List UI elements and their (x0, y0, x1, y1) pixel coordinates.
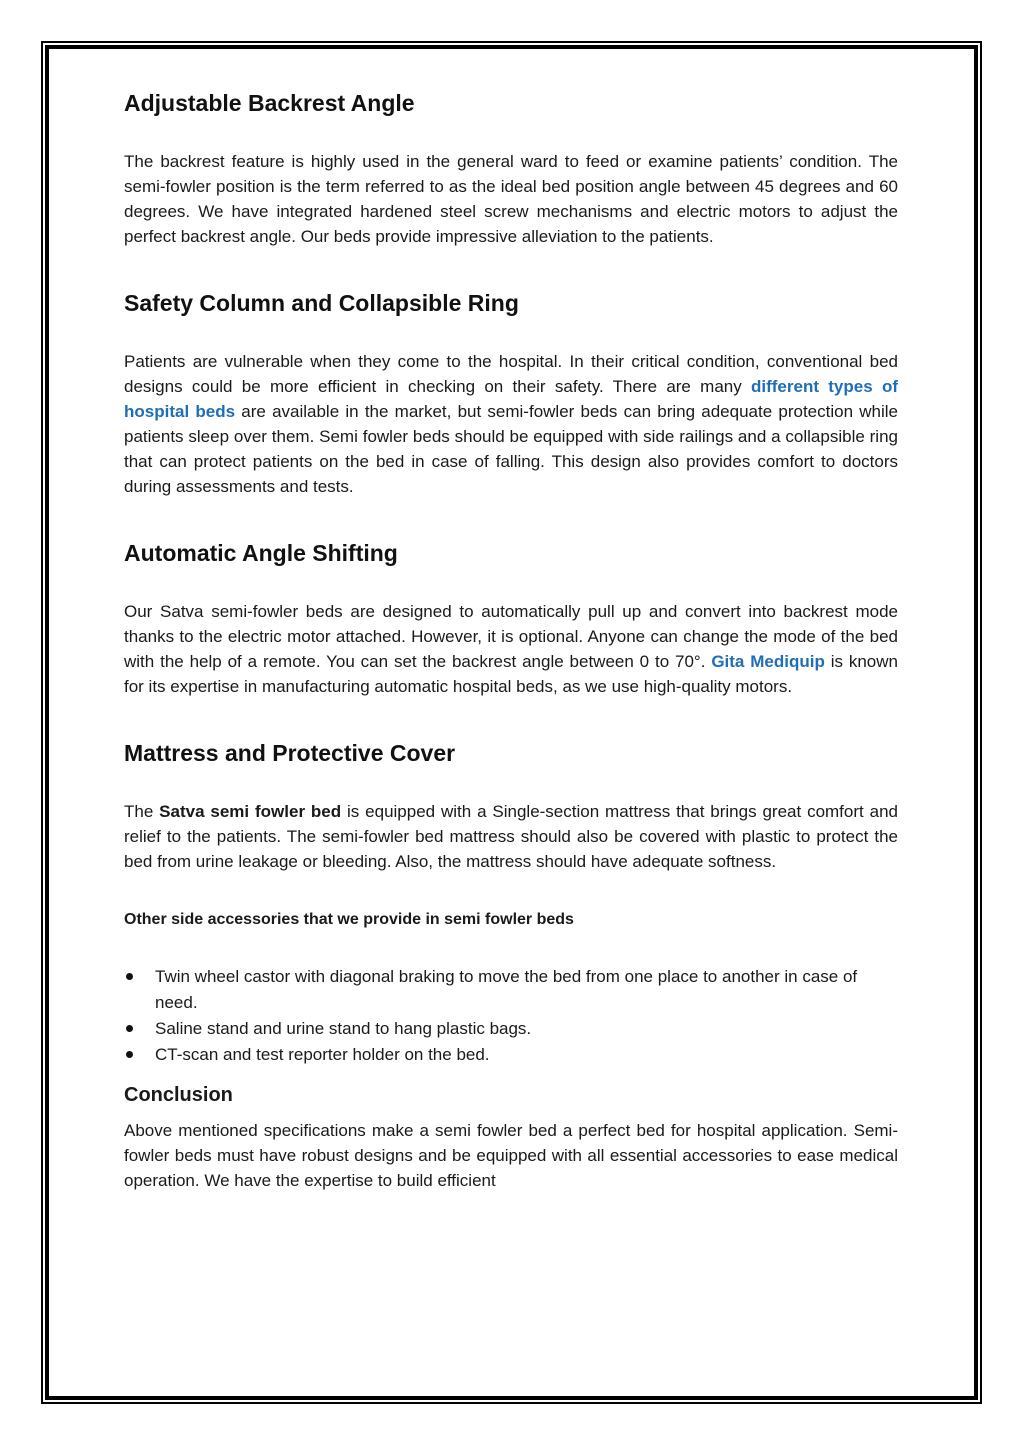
heading-automatic-angle: Automatic Angle Shifting (124, 540, 398, 566)
heading-adjustable-backrest: Adjustable Backrest Angle (124, 90, 415, 116)
text-segment: are available in the market, but semi-fowler beds can bring adequate protection while patients sleep over them. Semi fowler beds should be equipped with side railings and a collapsible ring that can protect patients on the bed in case of falling. This design also provides comfort to doctors during assessments and tests. (124, 402, 898, 496)
heading-mattress-cover: Mattress and Protective Cover (124, 740, 456, 766)
text-segment: is equipped with a Single-section mattress that brings great comfort and relief to the patients. The semi-fowler bed mattress should also be covered with plastic to protect the bed from urine leakage or bleeding. Also, the mattress should have adequate softness. (124, 802, 898, 871)
list-item-text: CT-scan and test reporter holder on the bed. (155, 1045, 490, 1064)
text-segment: Our Satva semi-fowler beds are designed to automatically pull up and convert into backrest mode thanks to the electric motor attached. However, it is optional. Anyone can change the mode of the bed with the help of a remote. You can set the backrest angle between 0 to 70°. (124, 602, 898, 671)
paragraph-automatic-angle (124, 599, 898, 699)
satva-bed-emphasis: Satva semi fowler bed (159, 802, 342, 821)
list-item-text: Saline stand and urine stand to hang plastic bags. (155, 1019, 532, 1038)
heading-safety-column: Safety Column and Collapsible Ring (124, 290, 519, 316)
paragraph-adjustable-backrest: The backrest feature is highly used in the general ward to feed or examine patients’ condition. The semi-fowler position is the term referred to as the ideal bed position angle between 45 degrees and 60 degrees. We have integrated hardened steel screw mechanisms and electric motors to adjust the perfect backrest angle. Our beds provide impressive alleviation to the patients. (124, 152, 898, 246)
bullet-icon (126, 1025, 133, 1032)
text-segment: is known for its expertise in manufacturing automatic hospital beds, as we use high-quality motors. (124, 652, 898, 696)
list-item (124, 964, 898, 1016)
text-segment: Patients are vulnerable when they come to the hospital. In their critical condition, conventional bed designs could be more efficient in checking on their safety. There are many (124, 352, 898, 396)
conclusion-heading: Conclusion (124, 1084, 233, 1106)
gita-mediquip-link[interactable]: Gita Mediquip (711, 652, 825, 671)
list-item-text: Twin wheel castor with diagonal braking to move the bed from one place to another in case of need. (155, 967, 858, 1012)
list-item (124, 1016, 898, 1042)
list-item (124, 1042, 898, 1068)
text-segment: The (124, 802, 160, 821)
conclusion-paragraph: Above mentioned specifications make a semi fowler bed a perfect bed for hospital application. Semi-fowler beds must have robust designs and be equipped with all essential accessories to ease medical operation. We have the expertise to build efficient (124, 1121, 898, 1190)
paragraph-mattress-cover (124, 799, 898, 874)
accessories-heading: Other side accessories that we provide in semi fowler beds (124, 911, 574, 928)
hospital-beds-link[interactable]: different types of hospital beds (124, 377, 898, 421)
accessories-list (124, 964, 898, 1068)
bullet-icon (126, 1051, 133, 1058)
bullet-icon (126, 973, 133, 980)
document-body (124, 86, 898, 1193)
paragraph-safety-column (124, 349, 898, 499)
